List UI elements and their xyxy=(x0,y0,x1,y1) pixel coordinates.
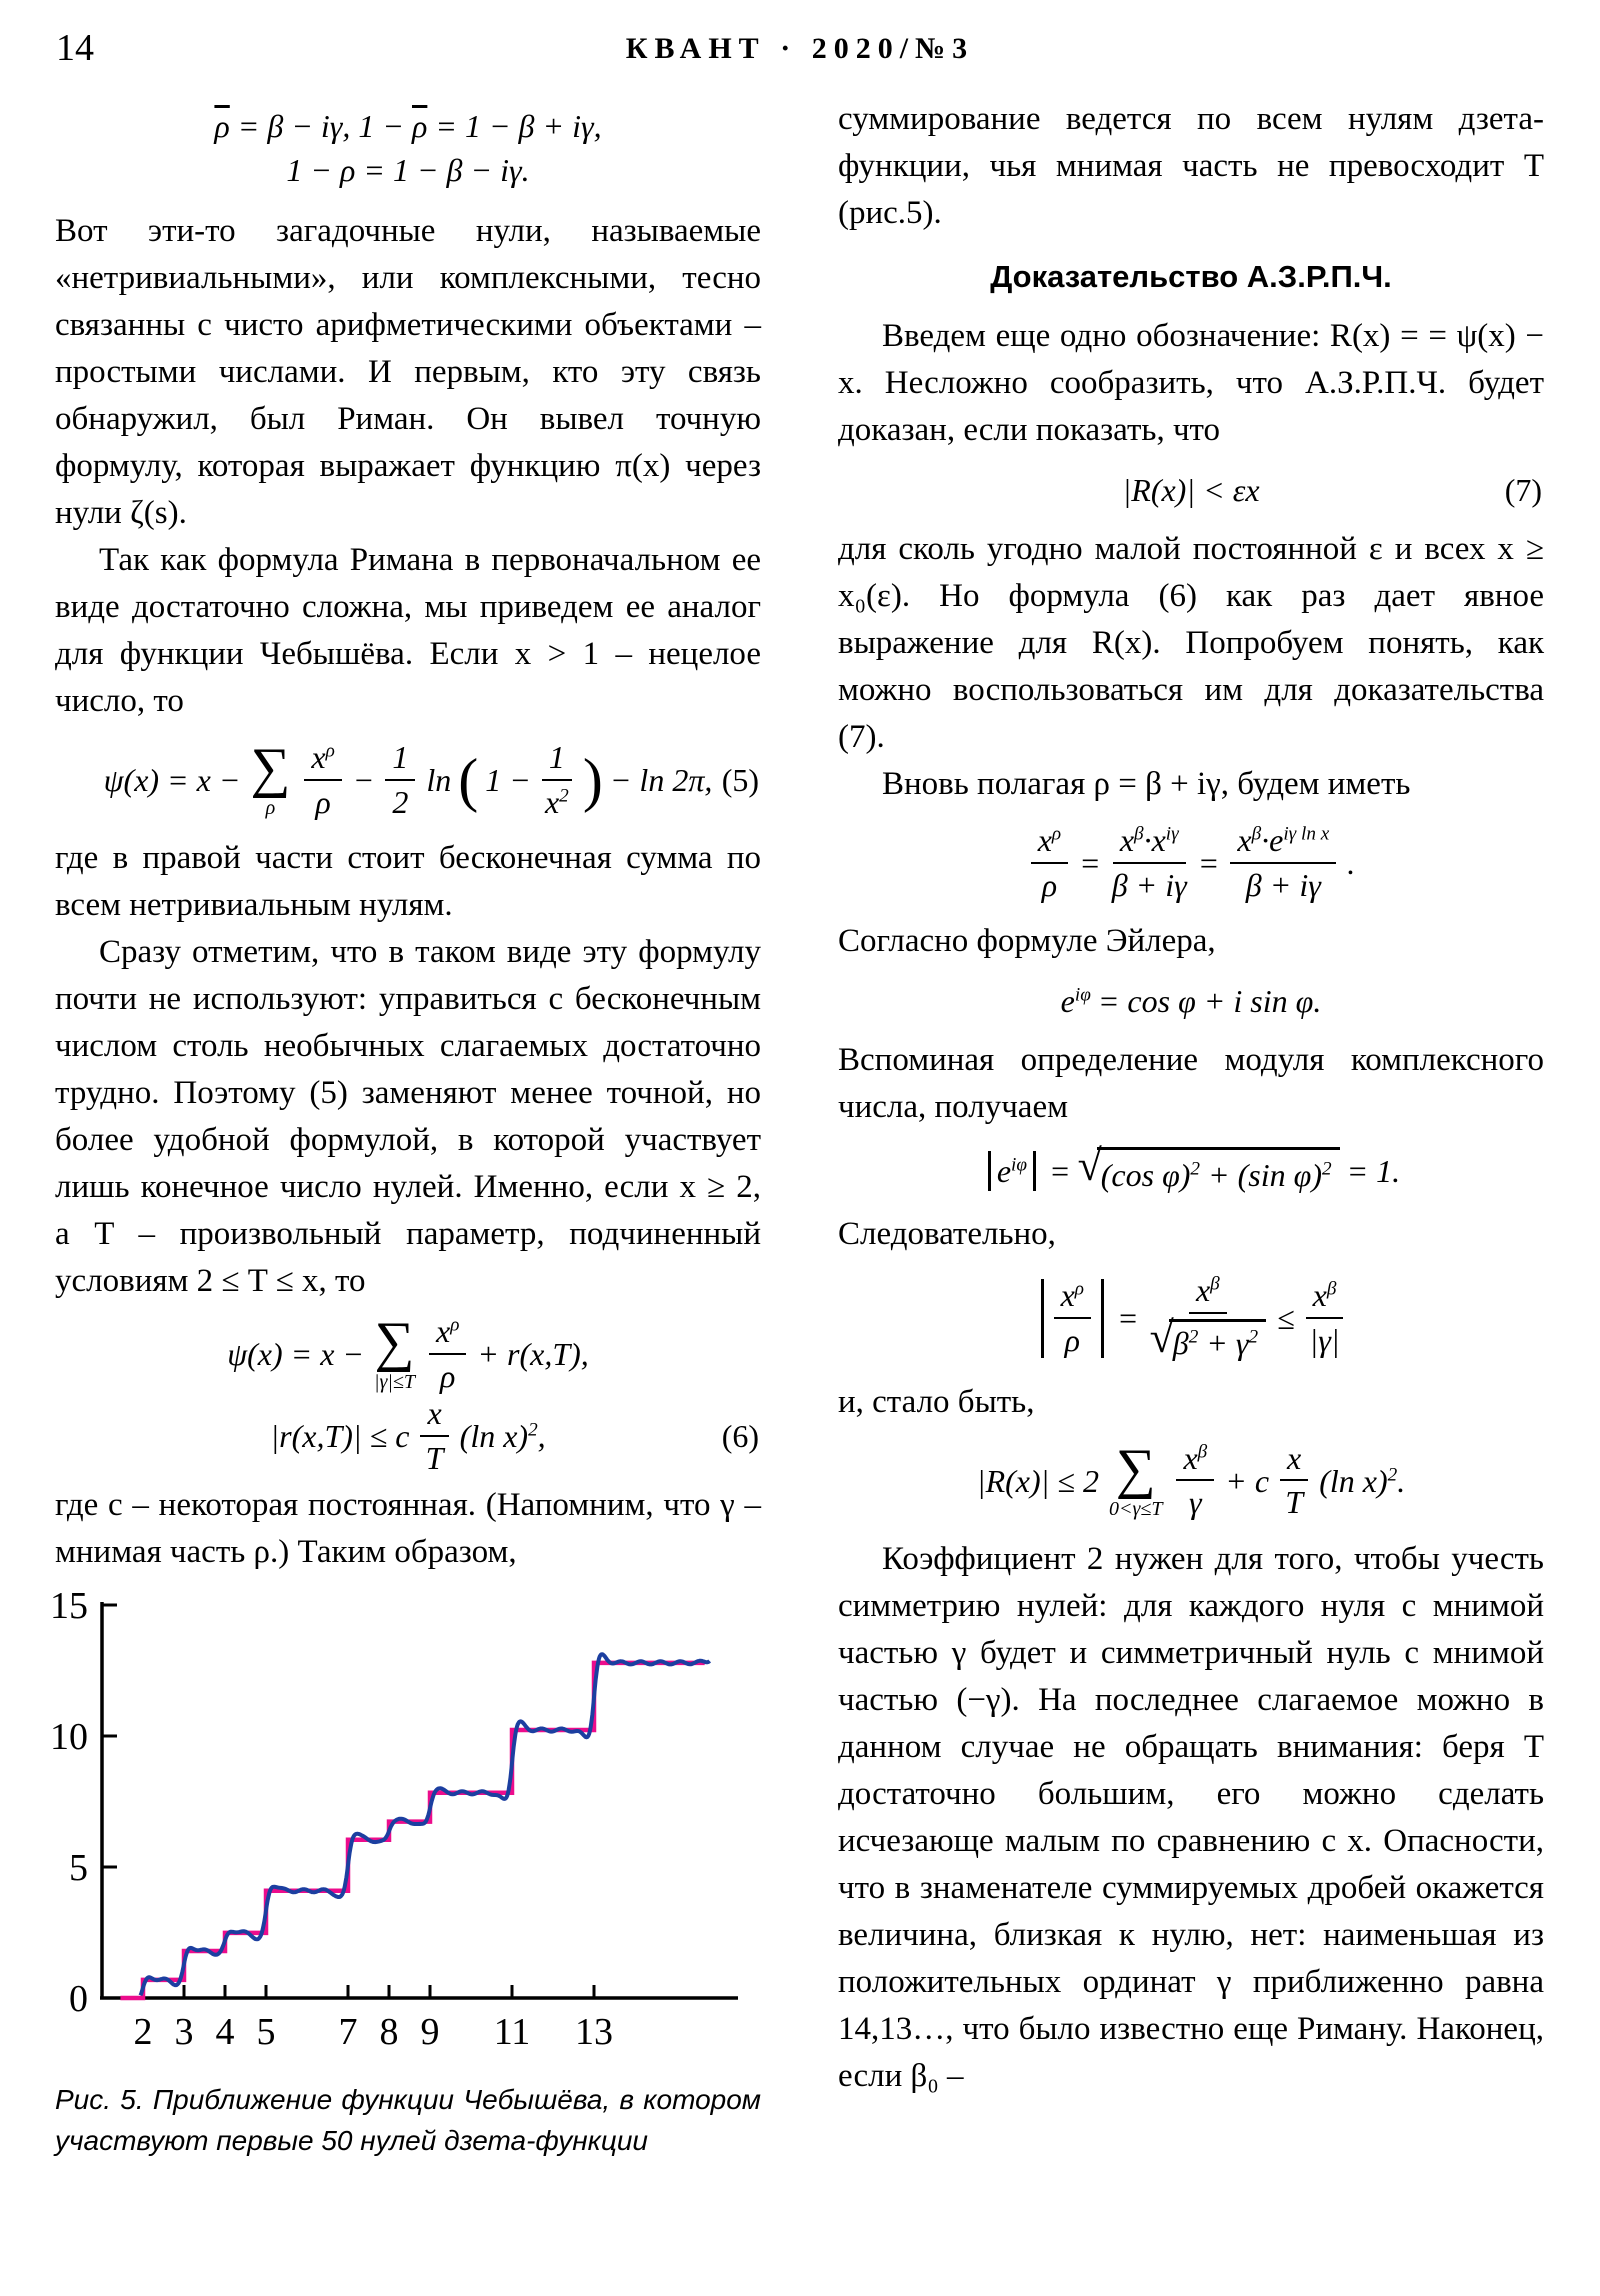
paragraph-stalo-byt: и, стало быть, xyxy=(838,1383,1035,1420)
paragraph-modulus: Вспоминая определение модуля комплексного числа, получаем xyxy=(838,1042,1544,1126)
svg-text:11: 11 xyxy=(493,2010,531,2053)
sigma-icon: ∑ xyxy=(374,1311,415,1374)
svg-text:10: 10 xyxy=(50,1715,88,1758)
paragraph-riemann-formula: Так как формула Римана в первоначальном ее виде достаточно сложна, мы приведем ее аналог для функции Чебышёва. Если x > 1 – нецелое число, то xyxy=(55,542,761,719)
fraction-x-rho: $\frac{x^\rho}{\rho}$ xyxy=(1054,1279,1091,1357)
fraction-xbeta-gamma: $\frac{x^\beta}{|\gamma|}$ xyxy=(1306,1279,1344,1357)
fraction-x-rho: $\frac{x^\rho}{\rho}$ xyxy=(429,1315,466,1393)
svg-text:7: 7 xyxy=(338,2010,358,2053)
sum-operator: ∑ 0<γ≤T xyxy=(1108,1437,1163,1520)
formula-5: ψ(x) = x − ∑ ρ $\frac{x^\rho}{\rho}$ − $\frac{1}{2}$ ln ( 1 − $\frac{1}{x^2}$ ) − ln 2π, (5) xyxy=(103,737,759,820)
figure-caption: Рис. 5. Приближение функции Чебышёва, в котором участвуют первые 50 нулей дзета-функции xyxy=(55,2083,761,2156)
paragraph-euler: Согласно формуле Эйлера, xyxy=(838,923,1216,960)
abs-bar xyxy=(988,1151,991,1191)
sum-operator: ∑ |γ|≤T xyxy=(374,1311,415,1394)
fraction-x-T: $\frac{x}{T}$ xyxy=(420,1397,448,1475)
journal-title: КВАНТ xyxy=(625,32,766,65)
fraction-x-T: $\frac{x}{T}$ xyxy=(1280,1442,1308,1520)
paragraph-polagaya: Вновь полагая ρ = β + iγ, будем иметь xyxy=(882,766,1411,802)
svg-text:5: 5 xyxy=(256,2010,276,2053)
abs-group xyxy=(1035,1279,1110,1357)
paragraph-coefficient-2: Коэффициент 2 нужен для того, чтобы учесть симметрию нулей: для каждого нуля с мнимой частью γ будет и симметричный нуль с мнимой частью (−γ). На последнее слагаемое можно в данном случае не обращать внимания: беря T достаточно большим, его можно сделать исчезающе малым по сравнению с x. Опасности, что в знаменателе суммируемых дробей окажется величина, близкая к нулю, нет: наименьшая из положительных ординат γ приближенно равна 14,13…, что было известно еще Риману. Наконец, если β₀ – xyxy=(838,1540,1544,2094)
section-heading: Доказательство А.З.Р.П.Ч. xyxy=(990,259,1392,294)
fraction-one-x2: $\frac{1}{x^2}$ xyxy=(542,741,572,819)
formula-7: |R(x)| < εx (7) xyxy=(1122,472,1542,508)
paragraph-summation-zeros: суммирование ведется по всем нулям дзета-функции, чья мнимая часть не превосходит T (рис.5). xyxy=(838,101,1544,231)
page-number: 14 xyxy=(56,27,94,69)
svg-text:13: 13 xyxy=(575,2010,613,2053)
fraction-xbeta-sqrt: $x^\beta$ √ $\beta^2 + \gamma^2$ xyxy=(1150,1274,1266,1363)
fraction-xbeta-gamma: $\frac{x^\beta}{\gamma}$ xyxy=(1176,1442,1214,1520)
left-paren: ( xyxy=(458,747,479,814)
abs-bar xyxy=(1033,1151,1036,1191)
abs-group: $e^{i\varphi}$ xyxy=(982,1151,1042,1191)
formula-R-bound: |R(x)| ≤ 2 ∑ 0<γ≤T $\frac{x^\beta}{\gamma}$ + c $\frac{x}{T}$ (ln x)$^2$. xyxy=(976,1437,1406,1521)
chebyshev-approximation-plot xyxy=(50,1584,755,2060)
equation-tag-5: (5) xyxy=(721,762,759,799)
sum-operator: ∑ ρ xyxy=(250,737,291,820)
equation-tag-7: (7) xyxy=(1504,472,1542,508)
masthead-dot: · xyxy=(780,32,798,65)
svg-text:3: 3 xyxy=(174,2010,194,2053)
right-paren: ) xyxy=(582,747,603,814)
formula-x-rho-chain: $\frac{x^\rho}{\rho}$ = $\frac{x^\beta\cdot x^{i\gamma}}{\beta + i\gamma}$ = $\frac{x^\beta\cdot e^{i\gamma ln x}}{\beta + i\gamma}$ . xyxy=(838,824,1544,902)
radical-icon: √ xyxy=(1149,1312,1174,1362)
fraction-xbeta-e: $\frac{x^\beta\cdot e^{i\gamma ln x}}{\beta + i\gamma}$ xyxy=(1230,824,1336,902)
fraction-x-rho: $\frac{x^\rho}{\rho}$ xyxy=(1031,824,1068,902)
journal-issue: 2020/№3 xyxy=(811,32,975,65)
column-right xyxy=(838,96,1544,2100)
paragraph-finite-zeros: Сразу отметим, что в таком виде эту формулу почти не используют: управиться с бесконечным числом столь необычных слагаемых достаточно трудно. Поэтому (5) заменяют менее точной, но более удобной формулой, в которой участвует лишь конечное число нулей. Именно, если x ≥ 2, а T – произвольный параметр, подчиненный условиям 2 ≤ T ≤ x, то xyxy=(55,934,761,1300)
svg-text:5: 5 xyxy=(69,1846,88,1889)
abs-bar xyxy=(1101,1279,1104,1357)
fraction-xbeta-xigamma: $\frac{x^\beta\cdot x^{i\gamma}}{\beta + i\gamma}$ xyxy=(1111,822,1187,903)
svg-text:15: 15 xyxy=(50,1584,88,1627)
paragraph-notation-R: Введем еще одно обозначение: R(x) = = ψ(x) − x. Несложно сообразить, что А.З.Р.П.Ч. будет доказан, если показать, что xyxy=(838,318,1544,448)
paragraph-nontrivial-zeros: Вот эти-то загадочные нули, называемые «нетривиальными», или комплексными, тесно связанны с чисто арифметическими объектами – простыми числами. И первым, кто эту связь обнаружил, был Риман. Он вывел точную формулу, которая выражает функцию π(x) через нули ζ(s). xyxy=(55,213,761,531)
formula-6-line1: ψ(x) = x − ∑ |γ|≤T $\frac{x^\rho}{\rho}$ + r(x,T), xyxy=(227,1311,589,1394)
formula-modulus: $e^{i\varphi}$ = √ (cos φ)$^2$ + (sin φ)$^2$ = 1. xyxy=(838,1147,1544,1195)
svg-text:2: 2 xyxy=(133,2010,153,2053)
fraction-x-rho: $\frac{x^\rho}{\rho}$ xyxy=(304,741,341,819)
paragraph-sledovatelno: Следовательно, xyxy=(838,1216,1056,1253)
svg-text:8: 8 xyxy=(379,2010,399,2053)
equation-tag-6: (6) xyxy=(721,1418,759,1455)
fraction-one-half: $\frac{1}{2}$ xyxy=(385,741,415,819)
paragraph-epsilon: для сколь угодно малой постоянной ε и всех x ≥ x₀(ε). Но формула (6) как раз дает явное выражение для R(x). Попробуем понять, как можно воспользоваться им для доказательства (7). xyxy=(838,531,1544,755)
radical-group: √ (cos φ)$^2$ + (sin φ)$^2$ xyxy=(1078,1147,1340,1195)
sigma-icon: ∑ xyxy=(250,737,291,799)
radical-group: √ $\beta^2 + \gamma^2$ xyxy=(1150,1319,1266,1363)
formula-inequality: $\frac{x^\rho}{\rho}$ = $x^\beta$ √ $\beta^2 + \gamma^2$ ≤ $\frac{x^\beta}{|\gamma|}$ xyxy=(838,1274,1544,1363)
svg-text:4: 4 xyxy=(215,2010,235,2053)
formula-euler: $e^{i\varphi}$ = cos φ + i sin φ. xyxy=(1060,983,1322,1020)
radical-icon: √ xyxy=(1077,1141,1102,1191)
paragraph-constant-c: где c – некоторая постоянная. (Напомним, что γ – мнимая часть ρ.) Таким образом, xyxy=(55,1486,761,1570)
column-left xyxy=(50,96,761,2189)
formula-6-line2: |r(x,T)| ≤ c $\frac{x}{T}$ (ln x)$^2$, (6) xyxy=(270,1395,759,1476)
journal-masthead xyxy=(0,32,1600,66)
sigma-icon: ∑ xyxy=(1115,1437,1156,1500)
formula-rho-conjugates: $\overline{\rho} = \beta - i\gamma$, $1 - \overline{\rho} = 1 - \beta + i\gamma$, 1 − ρ = 1 − β − iγ. xyxy=(214,108,602,188)
abs-bar xyxy=(1041,1279,1044,1357)
svg-text:9: 9 xyxy=(420,2010,440,2053)
paragraph-infinite-sum: где в правой части стоит бесконечная сумма по всем нетривиальным нулям. xyxy=(55,840,761,924)
figure-5-chart xyxy=(50,1584,761,2065)
svg-text:0: 0 xyxy=(69,1977,88,2020)
